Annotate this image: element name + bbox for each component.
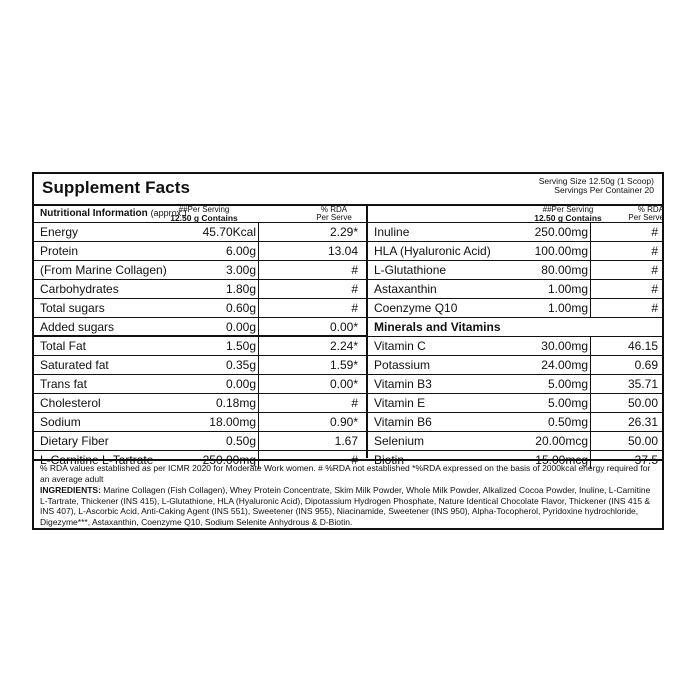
- nutrient-rda: #: [351, 282, 358, 296]
- nutrient-amount: 100.00mg: [534, 244, 588, 258]
- column-divider: [590, 337, 591, 355]
- table-row: [34, 242, 366, 261]
- nutrient-rda: #: [651, 225, 658, 239]
- nutrient-name: Carbohydrates: [40, 282, 119, 296]
- nutrient-name: Sodium: [40, 415, 81, 429]
- nutrient-rda: 50.00: [627, 434, 658, 448]
- table-row: [34, 375, 366, 394]
- column-divider: [258, 242, 259, 260]
- nutrient-rda: #: [651, 282, 658, 296]
- left-nutrition-table: [34, 205, 368, 467]
- column-divider: [258, 223, 259, 241]
- nutrient-rda: 26.31: [627, 415, 658, 429]
- table-row: [368, 261, 664, 280]
- table-row: [368, 432, 664, 451]
- serving-info: [539, 177, 654, 195]
- nutrient-name: Astaxanthin: [374, 282, 437, 296]
- nutrient-name: Total sugars: [40, 301, 105, 315]
- nutrient-name: Selenium: [374, 434, 425, 448]
- panel-title: Supplement Facts: [42, 178, 191, 197]
- nutrient-amount: 5.00mg: [547, 396, 588, 410]
- column-divider: [590, 223, 591, 241]
- nutrient-rda: 50.00: [627, 396, 658, 410]
- nutrient-name: Total Fat: [40, 339, 87, 353]
- table-row: [368, 223, 664, 242]
- nutrient-rda: 1.67: [334, 434, 358, 448]
- nutrient-rda: 2.29*: [329, 225, 358, 239]
- ingredients-text: INGREDIENTS: Marine Collagen (Fish Collagen), Whey Protein Concentrate, Skim Milk Powder, Whole Milk Powder, Alkalized Cocoa Powder, Inuline, L-Carnitine L-Tartrate, Thickener (INS 415), L-Glutathione, HLA (Hyaluronic Acid), Dipotassium Hydrogen Phosphate, Nature Identical Chocolate Flavor, Thickener (INS 415 & INS 407), L-Ascorbic Acid, Anti-Caking Agent (INS 551), Sweetener (INS 955), Niacinamide, Sweetener (INS 950), Alpha-Tocopherol, Pyridoxine hydrochloride, Digezyme***, Astaxanthin, Coenzyme Q10, Sodium Selenite Anhydrous & D-Biotin.: [40, 485, 651, 527]
- column-divider: [590, 280, 591, 298]
- left-per-serving-heading: ##Per Serving 12.50 g Contains: [170, 205, 238, 223]
- nutrient-name: Vitamin E: [374, 396, 426, 410]
- table-row: [34, 280, 366, 299]
- nutrient-amount: 0.00g: [225, 377, 256, 391]
- table-row: [34, 432, 366, 451]
- left-rda-heading: % RDA Per Serve: [316, 205, 352, 222]
- nutrient-rda: #: [351, 453, 358, 467]
- column-divider: [258, 375, 259, 393]
- nutrient-amount: 1.80g: [225, 282, 256, 296]
- nutrient-rda: #: [351, 301, 358, 315]
- nutrient-amount: 15.00mcg: [535, 453, 588, 467]
- column-divider: [258, 280, 259, 298]
- nutrient-amount: 250.00mg: [534, 225, 588, 239]
- table-row: [34, 223, 366, 242]
- table-row: [34, 356, 366, 375]
- table-row: [34, 299, 366, 318]
- column-divider: [590, 394, 591, 412]
- nutrient-name: Trans fat: [40, 377, 87, 391]
- table-row: [34, 394, 366, 413]
- table-row: [368, 413, 664, 432]
- nutrient-name: Protein: [40, 244, 79, 258]
- table-row: [368, 356, 664, 375]
- column-divider: [590, 356, 591, 374]
- right-per-serving-heading: ##Per Serving 12.50 g Contains: [534, 205, 602, 223]
- table-row: [368, 394, 664, 413]
- nutrient-rda: #: [351, 263, 358, 277]
- nutrient-name: Energy: [40, 225, 79, 239]
- nutrient-amount: 1.50g: [225, 339, 256, 353]
- right-rda-heading: % RDA Per Serve: [628, 205, 664, 222]
- column-divider: [258, 337, 259, 355]
- nutrient-name: HLA (Hyaluronic Acid): [374, 244, 491, 258]
- nutrient-rda: 2.24*: [329, 339, 358, 353]
- servings-per-container: Servings Per Container 20: [554, 185, 654, 195]
- nutrient-rda: 35.71: [627, 377, 658, 391]
- nutrient-rda: #: [351, 396, 358, 410]
- column-divider: [590, 261, 591, 279]
- nutrient-amount: 0.00g: [225, 320, 256, 334]
- nutrient-amount: 80.00mg: [541, 263, 588, 277]
- column-divider: [258, 394, 259, 412]
- column-divider: [258, 318, 259, 335]
- nutrient-amount: 3.00g: [225, 263, 256, 277]
- table-row: [368, 375, 664, 394]
- nutrient-name: Coenzyme Q10: [374, 301, 458, 315]
- left-table-header: [34, 205, 366, 223]
- nutrient-amount: 1.00mg: [547, 301, 588, 315]
- section-heading-row: [368, 318, 664, 337]
- column-divider: [258, 299, 259, 317]
- nutrient-amount: 20.00mcg: [535, 434, 588, 448]
- nutrient-rda: 46.15: [627, 339, 658, 353]
- nutrient-amount: 0.60g: [225, 301, 256, 315]
- column-divider: [590, 375, 591, 393]
- table-row: [368, 299, 664, 318]
- nutrient-name: Vitamin C: [374, 339, 426, 353]
- column-divider: [590, 242, 591, 260]
- nutrient-amount: 0.18mg: [215, 396, 256, 410]
- nutrient-amount: 6.00g: [225, 244, 256, 258]
- panel-header: [34, 174, 662, 206]
- column-divider: [590, 432, 591, 450]
- rda-footnote: % RDA values established as per ICMR 2020 for Moderate Work women. # %RDA not established *%RDA expressed on the basis of 2000kcal energy required for an average adult: [40, 463, 651, 484]
- column-divider: [258, 413, 259, 431]
- nutrient-name: Vitamin B6: [374, 415, 432, 429]
- serving-size: Serving Size 12.50g (1 Scoop): [538, 176, 654, 186]
- table-row: [34, 337, 366, 356]
- nutrient-amount: 1.00mg: [547, 282, 588, 296]
- nutritional-info-heading: Nutritional Information (approx.): [40, 208, 187, 219]
- nutrient-rda: #: [651, 301, 658, 315]
- nutrient-name: L-Glutathione: [374, 263, 447, 277]
- nutrient-name: Potassium: [374, 358, 431, 372]
- nutrient-amount: 250.00mg: [202, 453, 256, 467]
- nutrient-amount: 0.50mg: [547, 415, 588, 429]
- right-nutrition-table: [368, 205, 664, 467]
- table-row: [34, 261, 366, 280]
- nutrient-rda: 0.90*: [329, 415, 358, 429]
- nutrient-rda: 0.00*: [329, 320, 358, 334]
- nutrient-rda: #: [651, 263, 658, 277]
- nutrient-name: (From Marine Collagen): [40, 263, 167, 277]
- nutrient-rda: 13.04: [327, 244, 358, 258]
- nutrient-rda: 37.5: [634, 453, 658, 467]
- nutrient-rda: 1.59*: [329, 358, 358, 372]
- nutrient-rda: #: [651, 244, 658, 258]
- nutrient-name: Biotin: [374, 453, 405, 467]
- nutrient-amount: 18.00mg: [209, 415, 256, 429]
- column-divider: [258, 261, 259, 279]
- table-row: [34, 318, 366, 337]
- panel-footer: [34, 459, 662, 529]
- nutrient-name: Saturated fat: [40, 358, 109, 372]
- right-table-header: [368, 205, 664, 223]
- nutrient-amount: 5.00mg: [547, 377, 588, 391]
- column-divider: [590, 413, 591, 431]
- nutrient-amount: 0.35g: [225, 358, 256, 372]
- column-divider: [258, 432, 259, 450]
- supplement-facts-panel: [32, 172, 664, 530]
- nutrient-name: L-Carnitine L-Tartrate: [40, 453, 154, 467]
- nutrient-rda: 0.00*: [329, 377, 358, 391]
- nutrient-name: Cholesterol: [40, 396, 101, 410]
- table-row: [368, 242, 664, 261]
- nutrient-amount: 45.70Kcal: [202, 225, 256, 239]
- nutrient-amount: 30.00mg: [541, 339, 588, 353]
- nutrient-name: Dietary Fiber: [40, 434, 109, 448]
- column-divider: [590, 299, 591, 317]
- table-row: [368, 337, 664, 356]
- table-row: [368, 280, 664, 299]
- nutrient-rda: 0.69: [634, 358, 658, 372]
- table-row: [34, 413, 366, 432]
- section-heading: Minerals and Vitamins: [374, 320, 501, 334]
- nutrient-name: Inuline: [374, 225, 410, 239]
- nutrient-amount: 0.50g: [225, 434, 256, 448]
- nutrient-name: Vitamin B3: [374, 377, 432, 391]
- nutrient-amount: 24.00mg: [541, 358, 588, 372]
- nutrient-name: Added sugars: [40, 320, 115, 334]
- column-divider: [258, 356, 259, 374]
